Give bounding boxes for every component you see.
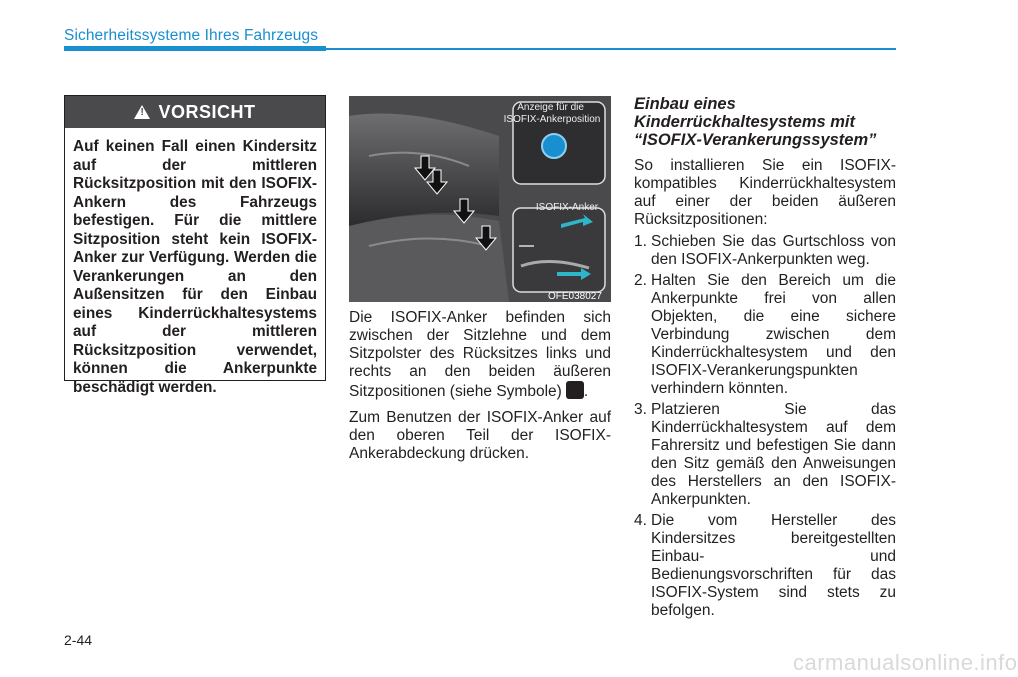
isofix-location-paragraph: Die ISOFIX-Anker befinden sich zwischen der Sitzlehne und dem Sitzpolster des Rücksitzes links und rechts an den beiden äußeren Sitzpositionen (siehe Symbole) . (349, 309, 611, 400)
figure-code: OFE038027 (548, 291, 602, 302)
isofix-usage-paragraph: Zum Benutzen der ISOFIX-Anker auf den oberen Teil der ISOFIX-Ankerabdeckung drücken. (349, 409, 611, 462)
installation-intro: So installieren Sie ein ISOFIX-kompatibles Kinderrückhaltesystem auf einer der beiden äußeren Rücksitzpositionen: (634, 157, 896, 228)
isofix-symbol-icon (566, 381, 584, 399)
seat-illustration (349, 96, 611, 302)
step-item: 4. Die vom Hersteller des Kindersitzes bereitgestellten Einbau- und Bedienungsvorschriften für das ISOFIX-System sind stets zu befolgen. (634, 512, 896, 619)
caution-text: Auf keinen Fall einen Kindersitz auf der mittleren Rücksitzposition mit den ISOFIX-Ankern des Fahrzeugs befestigen. Für die mittlere Sitzposition steht kein ISOFIX-Anker zur Verfügung. Werden die Verankerungen an den Außensitzen für den Einbau eines Kinderrückhaltesystems auf der mittleren Rücksitzposition verwendet, können die Ankerpunkte beschädigt werden. (73, 138, 317, 396)
step-item: 3. Platzieren Sie das Kinderrückhaltesystem auf dem Fahrersitz und befestigen Sie dann den Sitz gemäß den Anweisungen des Herstellers an den ISOFIX-Ankerpunkten. (634, 401, 896, 508)
callout-anchor-label: ISOFIX-Anker (535, 202, 599, 213)
installation-steps (634, 233, 896, 620)
caution-box (64, 95, 326, 396)
isofix-indicator-icon (542, 134, 566, 158)
installation-heading: Einbau eines Kinderrückhaltesystems mit “ISOFIX-Verankerungssystem” (634, 95, 877, 149)
callout-indicator-label (504, 102, 601, 125)
page-number: 2-44 (64, 632, 93, 648)
installation-section (634, 95, 896, 623)
header-rule-thin (326, 48, 896, 50)
step-item: 2. Halten Sie den Bereich um die Ankerpunkte frei von allen Objekten, die eine sichere Verbindung zwischen dem Kinderrückhaltesystem und den ISOFIX-Verankerungspunkten verhindern könnten. (634, 272, 896, 397)
caution-label: VORSICHT (158, 101, 256, 122)
warning-triangle-icon (134, 105, 150, 119)
section-title: Sicherheitssysteme Ihres Fahrzeugs (64, 27, 319, 44)
header-rule (64, 46, 326, 51)
watermark: carmanualsonline.info (793, 650, 1018, 675)
callout-indicator-line-1: Anzeige für die (517, 102, 584, 113)
isofix-description (349, 309, 611, 471)
step-item: 1. Schieben Sie das Gurtschloss von den ISOFIX-Ankerpunkten weg. (634, 233, 896, 268)
rear-seat-image (349, 96, 611, 302)
callout-indicator-line-2: ISOFIX-Ankerposition (503, 114, 601, 125)
caution-header (65, 96, 325, 128)
